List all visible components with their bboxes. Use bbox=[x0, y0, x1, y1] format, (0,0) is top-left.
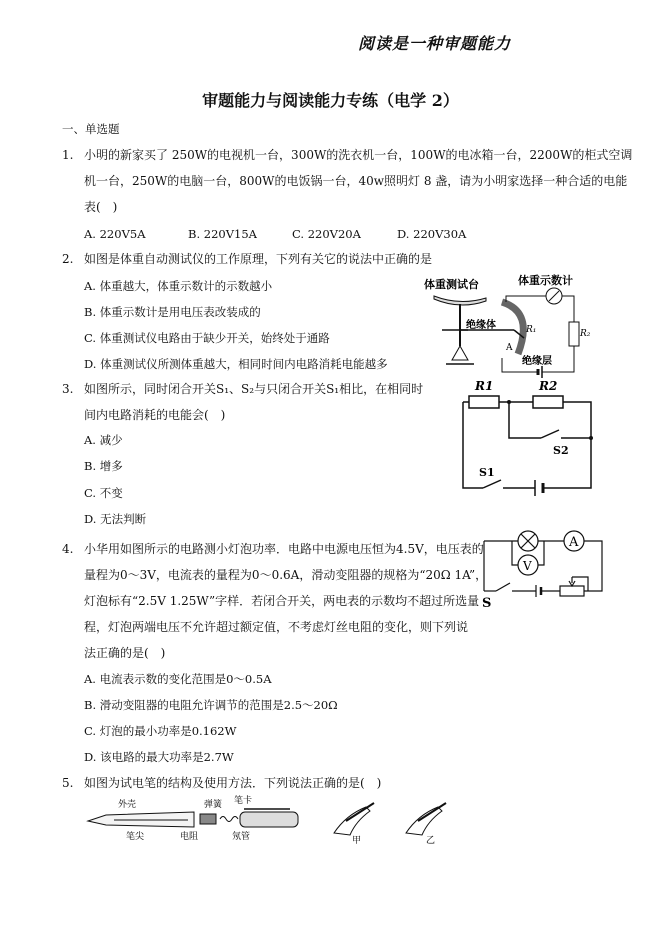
option-c[interactable]: C. 灯泡的最小功率是0.162W bbox=[84, 724, 237, 738]
label-ammeter: A bbox=[569, 535, 579, 550]
wire bbox=[562, 296, 574, 322]
option-a[interactable]: A. 减少 bbox=[84, 433, 123, 447]
question-text bbox=[84, 142, 644, 220]
option-d[interactable]: D. 无法判断 bbox=[84, 512, 147, 526]
pivot bbox=[452, 346, 468, 360]
hand-yi bbox=[406, 807, 442, 835]
wire bbox=[512, 541, 518, 565]
resistor-r1 bbox=[469, 396, 499, 408]
junction bbox=[589, 436, 593, 440]
label-yi: 乙 bbox=[426, 836, 436, 845]
lamp-circuit-figure bbox=[478, 527, 608, 617]
label-a: A bbox=[506, 343, 513, 353]
weight-tester-figure bbox=[422, 268, 602, 380]
option-b[interactable]: B. 体重示数计是用电压表改装成的 bbox=[84, 305, 261, 319]
switch-s bbox=[496, 583, 510, 591]
option-a[interactable]: A. 220V5A bbox=[84, 227, 146, 241]
option-a[interactable]: A. 体重越大，体重示数计的示数越小 bbox=[84, 279, 273, 293]
label-switch: S bbox=[482, 596, 492, 611]
label-clip: 笔卡 bbox=[234, 796, 253, 806]
question-line: 量程为0～3V，电流表的量程为0～0.6A，滑动变阻器的规格为“20Ω 1A”， bbox=[84, 568, 488, 582]
option-a[interactable]: A. 电流表示数的变化范围是0～0.5A bbox=[84, 672, 272, 686]
option-c[interactable]: C. 220V20A bbox=[292, 227, 361, 241]
question-number: 4. bbox=[62, 542, 74, 556]
question-line: 小明的新家买了 250W的电视机一台，300W的洗衣机一台，100W的电冰箱一台，2200W的柜式空调 bbox=[84, 148, 633, 162]
option-c[interactable]: C. 不变 bbox=[84, 486, 123, 500]
section-heading: 一、单选题 bbox=[62, 122, 120, 136]
resistor-r2 bbox=[569, 322, 579, 346]
test-pen-figure bbox=[84, 795, 484, 845]
question-line: 法正确的是( ) bbox=[84, 646, 166, 660]
question-line: 如图所示，同时闭合开关S₁、S₂与只闭合开关S₁相比，在相同时 bbox=[84, 382, 424, 396]
wire bbox=[506, 296, 546, 302]
label-platform: 体重测试台 bbox=[424, 278, 479, 291]
question-line: 如图为试电笔的结构及使用方法．下列说法正确的是( ) bbox=[84, 776, 382, 790]
label-r1: R₁ bbox=[526, 325, 537, 335]
question-number: 2. bbox=[62, 252, 74, 266]
resistor-r2 bbox=[533, 396, 563, 408]
option-b[interactable]: B. 220V15A bbox=[188, 227, 257, 241]
spring-part bbox=[220, 817, 238, 822]
option-c[interactable]: C. 体重测试仪电路由于缺少开关，始终处于通路 bbox=[84, 331, 330, 345]
label-tip: 笔尖 bbox=[126, 832, 145, 842]
question-number: 5. bbox=[62, 776, 74, 790]
page-title: 审题能力与阅读能力专练（电学 2） bbox=[202, 91, 459, 110]
label-jia: 甲 bbox=[352, 836, 362, 845]
label-shell: 外壳 bbox=[118, 800, 137, 810]
question-line: 如图是体重自动测试仪的工作原理，下列有关它的说法中正确的是 bbox=[84, 252, 433, 266]
label-s2: S2 bbox=[553, 444, 569, 457]
question-line: 程，灯泡两端电压不允许超过额定值，不考虑灯丝电阻的变化，则下列说 bbox=[84, 620, 469, 634]
option-d[interactable]: D. 该电路的最大功率是2.7W bbox=[84, 750, 234, 764]
question-line: 小华用如图所示的电路测小灯泡功率．电路中电源电压恒为4.5V，电压表的 bbox=[84, 542, 484, 556]
question-line: 间内电路消耗的电能会( ) bbox=[84, 408, 226, 422]
wire bbox=[538, 541, 544, 565]
switch-s2 bbox=[541, 430, 559, 438]
option-b[interactable]: B. 增多 bbox=[84, 459, 123, 473]
label-insulator: 绝缘体 bbox=[466, 320, 496, 331]
label-s1: S1 bbox=[479, 466, 495, 479]
label-spring: 弹簧 bbox=[204, 800, 223, 810]
question-text bbox=[84, 536, 487, 666]
hand-jia bbox=[334, 807, 370, 835]
header-motto: 阅读是一种审题能力 bbox=[358, 34, 512, 53]
resistor-part bbox=[200, 814, 216, 824]
switch-s1 bbox=[483, 480, 501, 488]
label-r2: R₂ bbox=[580, 329, 591, 339]
platform-shape bbox=[434, 296, 486, 305]
option-d[interactable]: D. 220V30A bbox=[397, 227, 467, 241]
label-r1: R1 bbox=[475, 379, 494, 393]
label-tube: 氖管 bbox=[232, 832, 251, 842]
question-line: 表( ) bbox=[84, 200, 118, 214]
option-b[interactable]: B. 滑动变阻器的电阻允许调节的范围是2.5～20Ω bbox=[84, 698, 338, 712]
question-number: 1. bbox=[62, 148, 74, 162]
question-line: 灯泡标有“2.5V 1.25W”字样．若闭合开关，两电表的示数均不超过所选量 bbox=[84, 594, 480, 608]
label-resistor: 电阻 bbox=[180, 832, 199, 842]
wire bbox=[584, 541, 602, 591]
label-r2: R2 bbox=[539, 379, 558, 393]
option-d[interactable]: D. 体重测试仪所测体重越大，相同时间内电路消耗电能越多 bbox=[84, 357, 388, 371]
series-circuit-figure bbox=[455, 378, 605, 498]
pen-cap bbox=[240, 812, 298, 827]
rheostat bbox=[560, 586, 584, 596]
question-text bbox=[84, 376, 423, 428]
question-number: 3. bbox=[62, 382, 74, 396]
label-voltmeter: V bbox=[523, 559, 532, 573]
question-line: 机一台，250W的电脑一台，800W的电饭锅一台，40w照明灯 8 盏，请为小明家选择一种合适的电能 bbox=[84, 174, 628, 188]
label-meter: 体重示数计 bbox=[518, 274, 573, 287]
label-layer: 绝缘层 bbox=[522, 356, 552, 367]
